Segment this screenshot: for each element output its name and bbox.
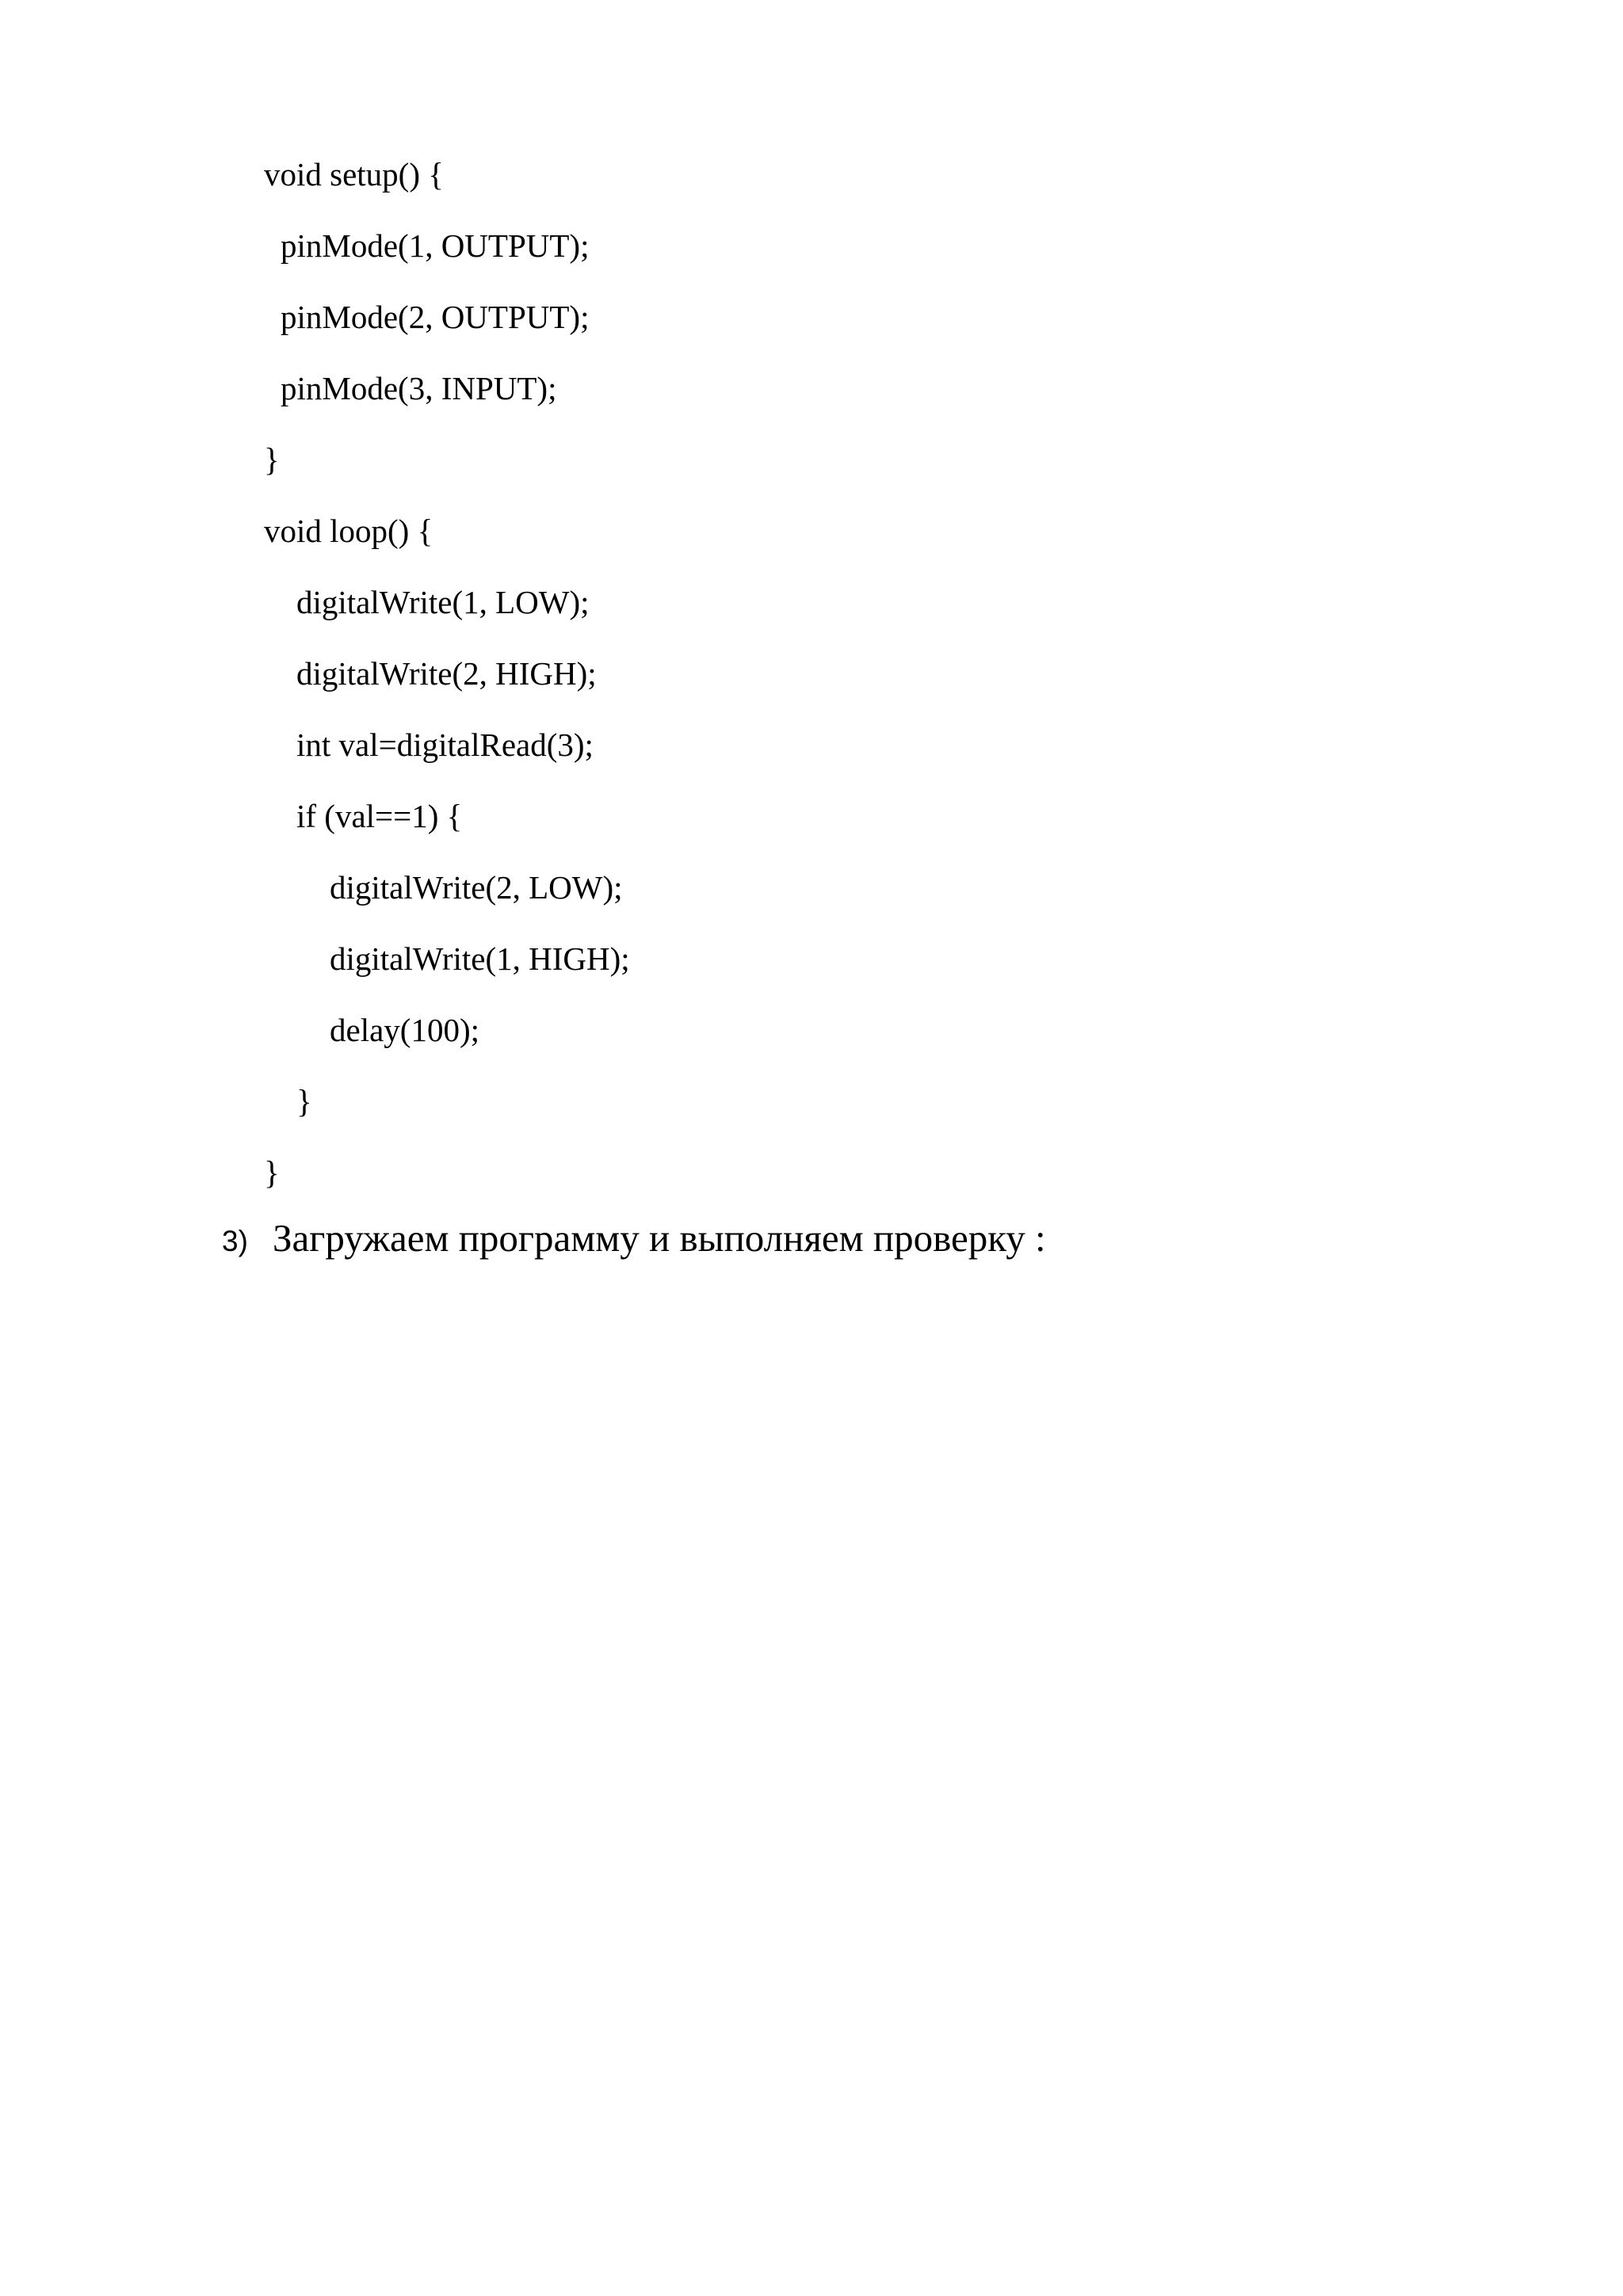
- code-line: digitalWrite(2, LOW);: [330, 869, 623, 906]
- step-number: 3): [222, 1225, 248, 1257]
- code-line: digitalWrite(2, HIGH);: [296, 655, 597, 692]
- code-line: pinMode(3, INPUT);: [281, 370, 557, 406]
- step-item: [222, 1216, 1046, 1260]
- code-line: void setup() {: [264, 156, 444, 193]
- code-line: }: [264, 441, 280, 478]
- code-line: digitalWrite(1, LOW);: [296, 584, 590, 620]
- code-line: }: [296, 1083, 312, 1119]
- code-line: void loop() {: [264, 513, 433, 549]
- code-line: pinMode(1, OUTPUT);: [281, 227, 590, 264]
- step-text: Загружаем программу и выполняем проверку :: [273, 1216, 1046, 1260]
- code-line: if (val==1) {: [296, 798, 463, 834]
- code-line: digitalWrite(1, HIGH);: [330, 940, 630, 977]
- code-line: pinMode(2, OUTPUT);: [281, 299, 590, 335]
- code-line: int val=digitalRead(3);: [296, 727, 594, 763]
- code-line: delay(100);: [330, 1012, 479, 1048]
- code-line: }: [264, 1154, 280, 1191]
